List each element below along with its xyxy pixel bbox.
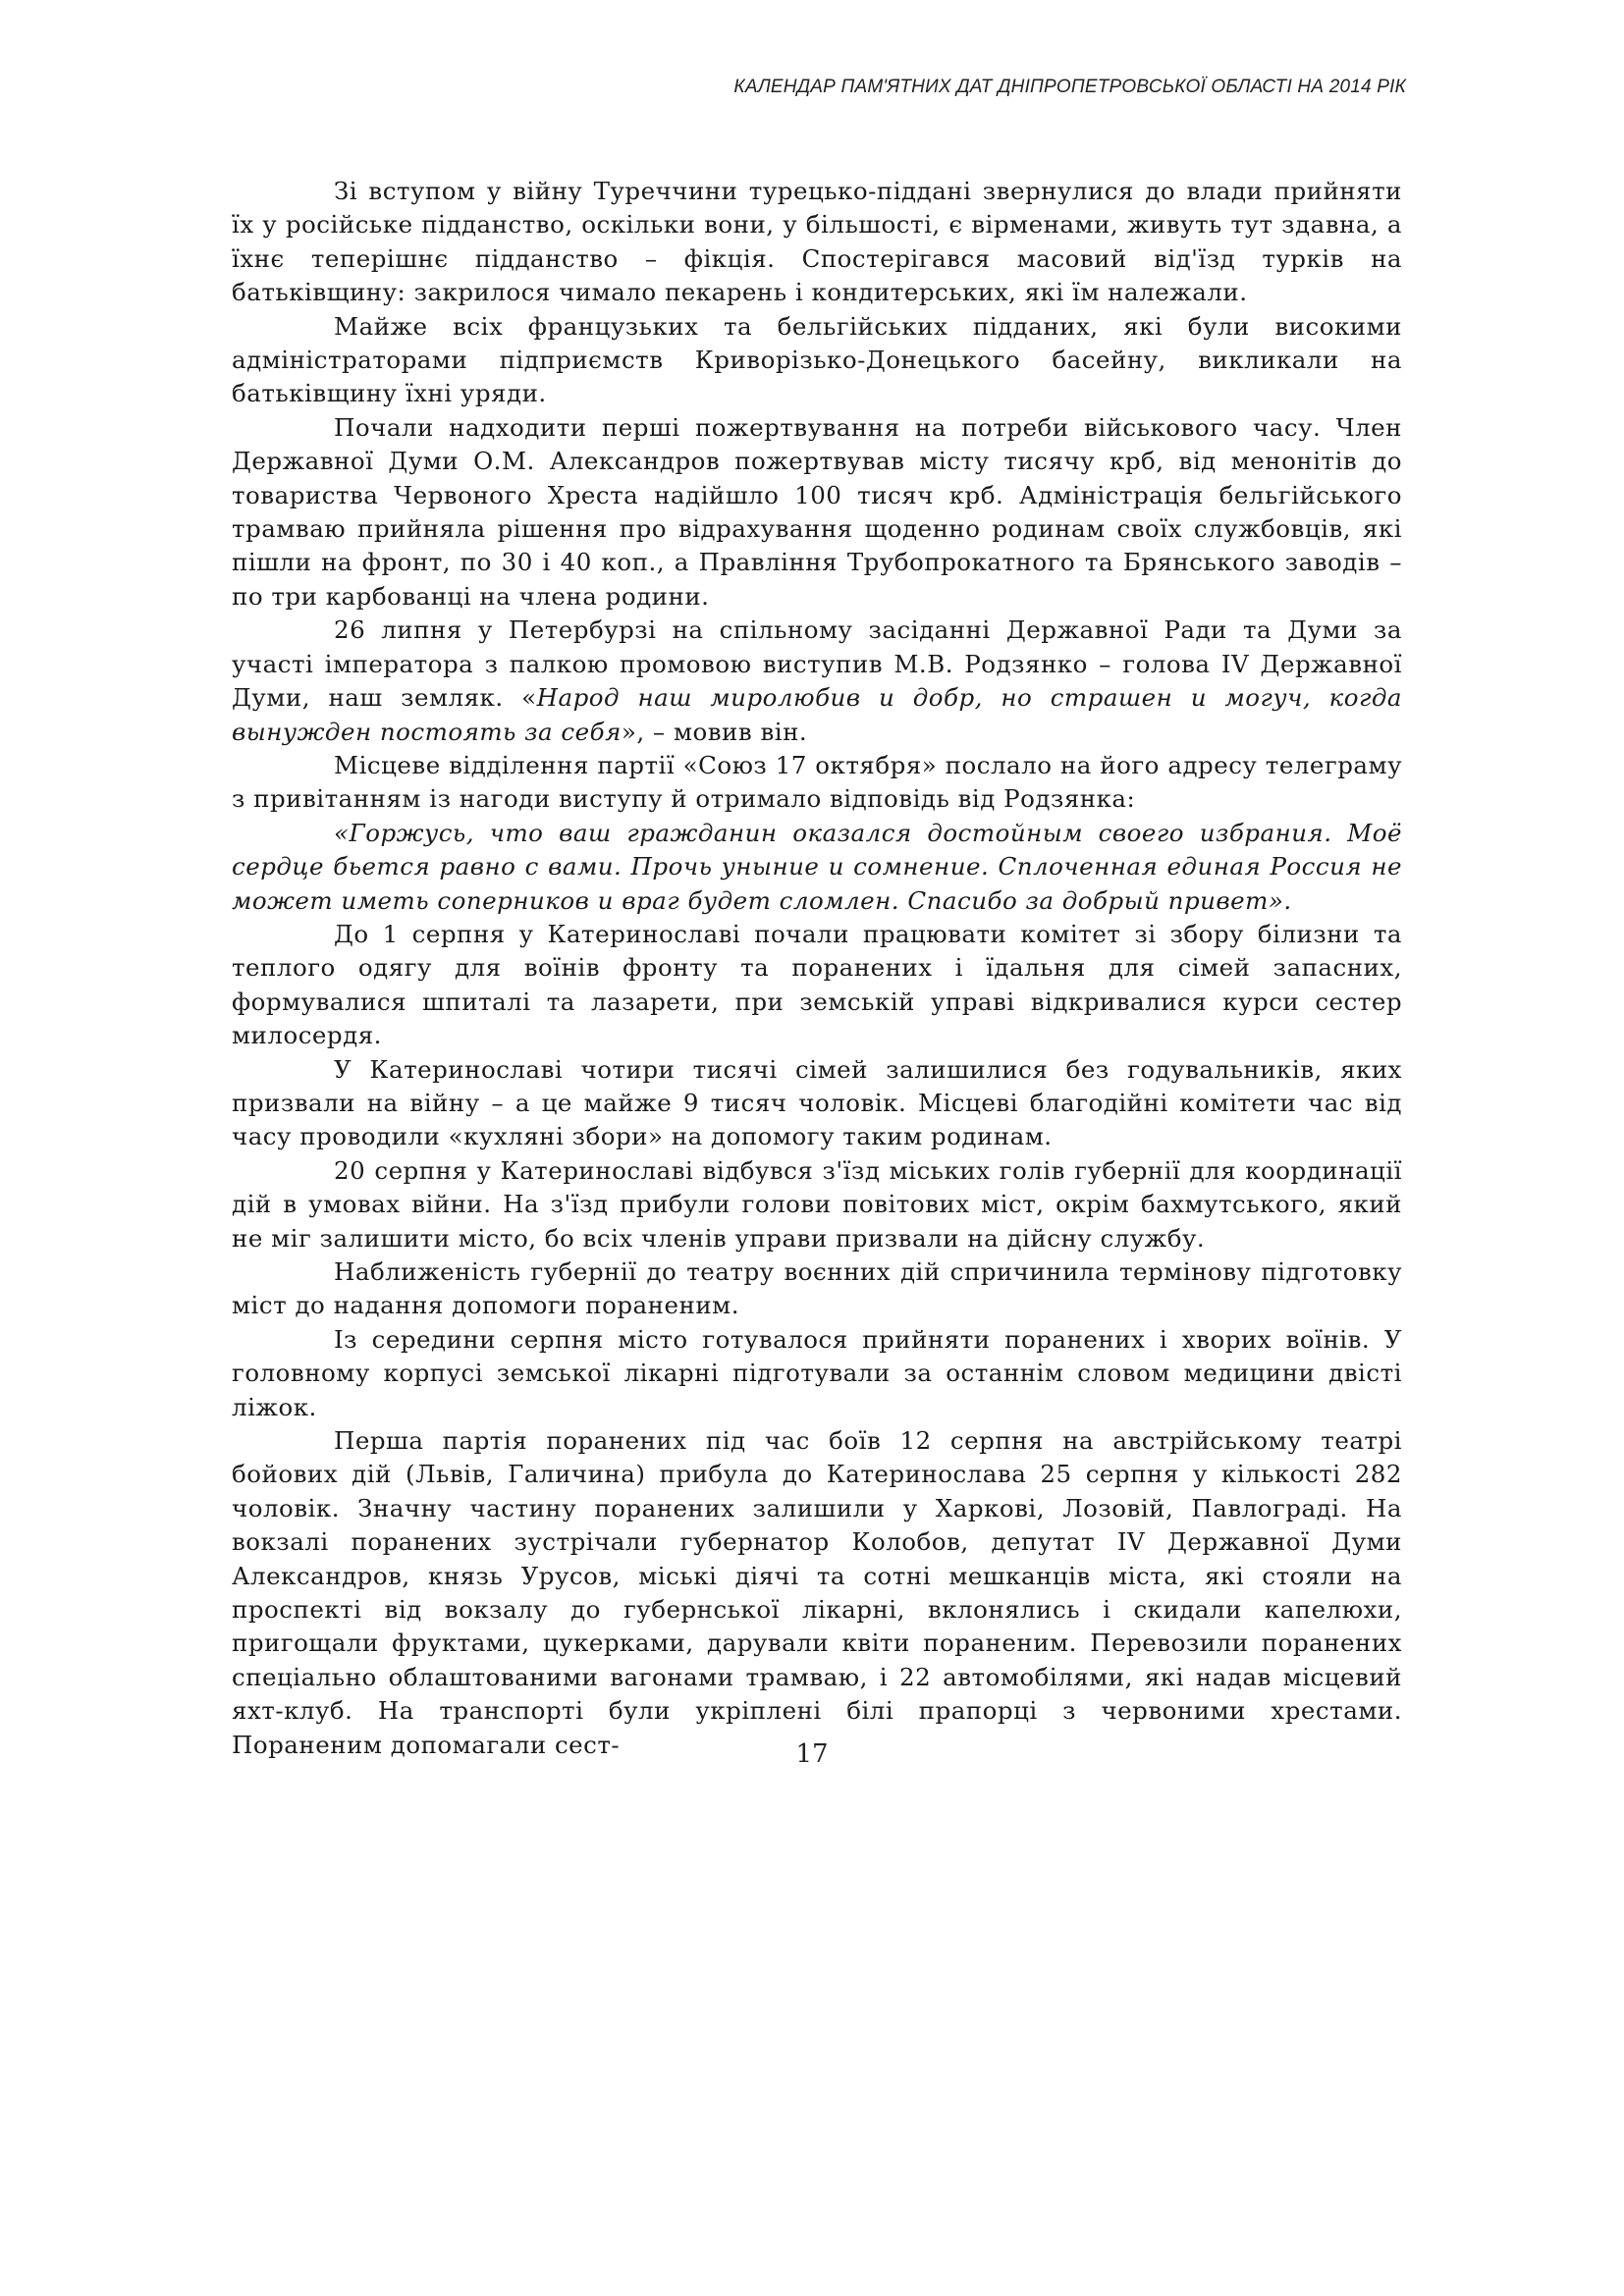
paragraph: Місцеве відділення партії «Союз 17 октября» послало на його адресу телеграму з привітанням із нагоди виступу й отримало відповідь від Родзянка: <box>232 750 1402 814</box>
paragraph: До 1 серпня у Катеринославі почали працювати комітет зі збору білизни та теплого одягу для воїнів фронту та поранених і їдальня для сімей запасних, формувалися шпиталі та лазарети, при земській управі відкривалися курси сестер милосердя. <box>232 919 1402 1050</box>
paragraph: Почали надходити перші пожертвування на потреби військового часу. Член Державної Думи О.М. Александров пожертвував місту тисячу крб, від менонітів до товариства Червоного Хреста надійшло 100 тисяч крб. Адміністрація бельгійського трамваю прийняла рішення про відрахування щоденно родинам своїх службовців, які пішли на фронт, по 30 і 40 коп., а Правління Трубопрокатного та Брянського заводів – по три карбованці на члена родини. <box>232 412 1402 611</box>
running-header: КАЛЕНДАР ПАМ'ЯТНИХ ДАТ ДНІПРОПЕТРОВСЬКОЇ ОБЛАСТІ НА 2014 РІК <box>733 77 1406 97</box>
paragraph: Наближеність губернії до театру воєнних дій спричинила термінову підготовку міст до надання допомоги пораненим. <box>232 1257 1402 1320</box>
quote-paragraph: «Горжусь, что ваш гражданин оказался достойным своего избрания. Моё сердце бьется равно с вами. Прочь уныние и сомнение. Сплоченная единая Россия не может иметь соперников и враг будет сломлен. Спасибо за добрый привет». <box>232 818 1402 915</box>
paragraph: Перша партія поранених під час боїв 12 серпня на австрійському театрі бойових дій (Львів, Галичина) прибула до Катеринослава 25 серпня у кількості 282 чоловік. Значну частину поранених залишили у Харкові, Лозовій, Павлограді. На вокзалі поранених зустрічали губернатор Колобов, депутат IV Державної Думи Александров, князь Урусов, міські діячі та сотні мешканців міста, які стояли на проспекті від вокзалу до губернської лікарні, вклонялись і скидали капелюхи, пригощали фруктами, цукерками, дарували квіти пораненим. Перевозили поранених спеціально облаштованими вагонами трамваю, і 22 автомобілями, які надав місцевий яхт-клуб. На транспорті були укріплені білі прапорці з червоними хрестами. Пораненим допомагали сест- <box>232 1426 1402 1759</box>
paragraph: 20 серпня у Катеринославі відбувся з'їзд міських голів губернії для координації дій в умовах війни. На з'їзд прибули голови повітових міст, окрім бахмутського, який не міг залишити місто, бо всіх членів управи призвали на дійсну службу. <box>232 1155 1402 1253</box>
paragraph: Зі вступом у війну Туреччини турецько-піддані звернулися до влади прийняти їх у російське підданство, оскільки вони, у більшості, є вірменами, живуть тут здавна, а їхнє теперішнє підданство – фікція. Спостерігався масовий від'їзд турків на батьківщину: закрилося чимало пекарень і кондитерських, які їм належали. <box>232 177 1402 307</box>
paragraph-with-quote <box>232 614 1402 749</box>
body-text <box>232 175 1402 1762</box>
inline-quote: Народ наш миролюбив и добр, но страшен и могуч, когда вынужден постоять за себя <box>232 683 1402 746</box>
paragraph: У Катеринославі чотири тисячі сімей залишилися без годувальників, яких призвали на війну – а це майже 9 тисяч чоловік. Місцеві благодійні комітети час від часу проводили «кухляні збори» на допомогу таким родинам. <box>232 1054 1402 1151</box>
paragraph-text: 26 липня у Петербурзі на спільному засіданні Державної Ради та Думи за участі імператора з палкою промовою виступив М.В. Родзянко – голова IV Державної Думи, наш земляк. « <box>232 615 1402 713</box>
page-number: 17 <box>795 1739 829 1769</box>
paragraph: Майже всіх французьких та бельгійських підданих, які були високими адміністраторами підприємств Криворізько-Донецького басейну, викликали на батьківщину їхні уряди. <box>232 311 1402 408</box>
paragraph: Із середини серпня місто готувалося прийняти поранених і хворих воїнів. У головному корпусі земської лікарні підготували за останнім словом медицини двісті ліжок. <box>232 1324 1402 1421</box>
paragraph-text: », – мовив він. <box>621 717 808 746</box>
